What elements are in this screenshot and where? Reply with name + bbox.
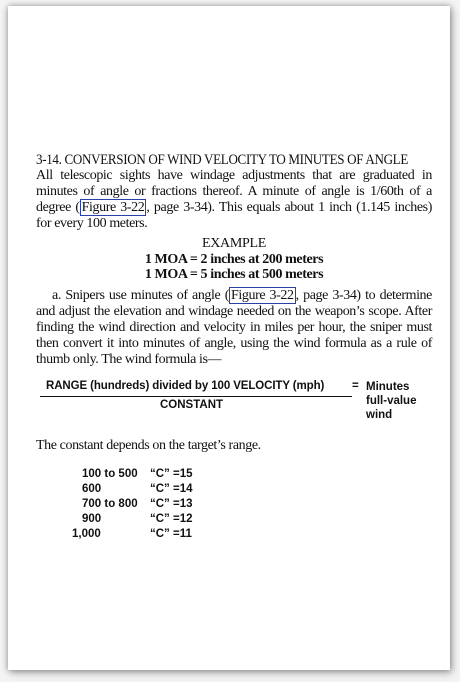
table-row [36,483,432,498]
constant-cell: “C” =14 [150,483,193,495]
constant-cell: “C” =13 [150,498,193,510]
table-row [36,498,432,513]
formula-numerator: RANGE (hundreds) divided by 100 VELOCITY (mph) [46,380,325,392]
example-line-1: 1 MOA = 2 inches at 200 meters [144,252,324,267]
para-a-text-start: a. Snipers use minutes of angle ( [52,288,229,303]
formula-result [366,380,436,422]
page-content [36,152,432,543]
example-line-2: 1 MOA = 5 inches at 500 meters [144,267,324,282]
formula-result-line-3: wind [366,409,393,421]
formula-fraction-bar [40,396,352,397]
para-a-text-end: , page 3-34) to determine and adjust the elevation and windage needed on the weapon’s scope. After finding the wind direction and velocity in miles per hour, the sniper must then convert it into minutes of angle, using the wind formula as a rule of thumb only. The wind formula is— [36,288,432,367]
paragraph-a [36,288,432,368]
table-row [36,528,432,543]
example-title: EXAMPLE [201,236,266,251]
intro-text-end: , page 3-34). This equals about 1 inch (1.145 inches) for every 100 meters. [36,200,432,231]
intro-text-start: All telescopic sights have windage adjustments that are graduated in minutes of angle or fractions thereof. A minute of angle is 1/60th of a degree ( [36,168,432,215]
figure-reference-link[interactable]: Figure 3-22 [81,200,145,215]
table-row [36,468,432,483]
formula-result-line-2: full-value [366,395,417,407]
constants-table [36,468,432,543]
section-heading: 3-14. CONVERSION OF WIND VELOCITY TO MINUTES OF ANGLE [36,152,408,168]
constant-cell: “C” =11 [150,528,192,540]
range-cell: 1,000 [72,528,101,540]
constant-cell: “C” =12 [150,513,193,525]
range-cell: 100 to 500 [82,468,138,480]
table-row [36,513,432,528]
constant-description: The constant depends on the target’s range. [36,438,261,453]
formula-equals: = [352,380,359,392]
wind-formula [36,380,432,430]
range-cell: 700 to 800 [82,498,138,510]
formula-result-line-1: Minutes [366,381,410,393]
constant-cell: “C” =15 [150,468,193,480]
formula-denominator: CONSTANT [160,399,224,411]
example-block [36,236,432,282]
document-page [8,6,450,670]
range-cell: 600 [82,483,102,495]
figure-reference-link-2[interactable]: Figure 3-22 [231,288,294,303]
range-cell: 900 [82,513,102,525]
intro-paragraph [36,168,432,232]
